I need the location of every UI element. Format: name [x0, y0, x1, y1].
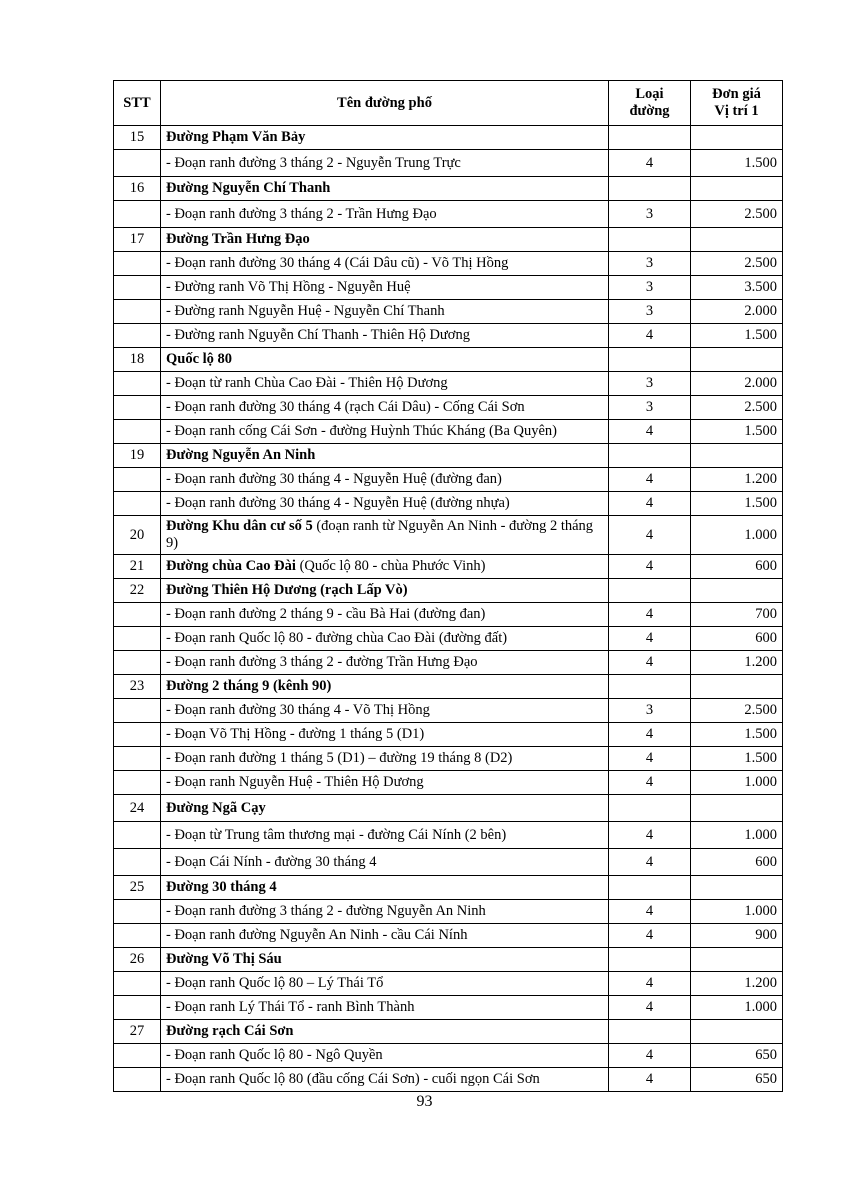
street-name-text: - Đoạn từ ranh Chùa Cao Đài - Thiên Hộ Dương — [166, 375, 448, 391]
cell-road-type: 4 — [609, 468, 691, 492]
street-name-detail: (đoạn ranh từ Nguyễn An Ninh - đường 2 tháng 9) — [166, 518, 594, 551]
cell-unit-price: 1.000 — [691, 771, 783, 795]
cell-stt — [114, 492, 161, 516]
cell-road-type: 3 — [609, 201, 691, 228]
cell-street-name — [161, 228, 609, 252]
cell-unit-price — [691, 948, 783, 972]
table-row-segment — [114, 651, 783, 675]
table-row-street — [114, 876, 783, 900]
cell-road-type: 4 — [609, 516, 691, 555]
cell-unit-price: 2.500 — [691, 201, 783, 228]
cell-road-type: 4 — [609, 492, 691, 516]
cell-street-name — [161, 747, 609, 771]
cell-road-type: 3 — [609, 396, 691, 420]
cell-stt — [114, 603, 161, 627]
cell-road-type — [609, 444, 691, 468]
cell-road-type: 4 — [609, 651, 691, 675]
cell-road-type — [609, 348, 691, 372]
cell-unit-price: 3.500 — [691, 276, 783, 300]
land-price-table — [113, 80, 783, 1092]
street-name-text: Đường Thiên Hộ Dương (rạch Lấp Vò) — [166, 582, 408, 598]
table-row-segment — [114, 420, 783, 444]
table-row-segment — [114, 723, 783, 747]
cell-stt — [114, 627, 161, 651]
cell-unit-price: 650 — [691, 1044, 783, 1068]
cell-road-type: 4 — [609, 603, 691, 627]
street-name-text: Đường Khu dân cư số 5 — [166, 518, 313, 534]
street-name-text: - Đoạn ranh cống Cái Sơn - đường Huỳnh Thúc Kháng (Ba Quyên) — [166, 423, 557, 439]
cell-unit-price: 1.000 — [691, 996, 783, 1020]
cell-stt: 24 — [114, 795, 161, 822]
cell-unit-price: 1.500 — [691, 723, 783, 747]
cell-unit-price: 1.200 — [691, 651, 783, 675]
cell-stt — [114, 747, 161, 771]
cell-road-type: 3 — [609, 300, 691, 324]
table-row-segment — [114, 1068, 783, 1092]
street-name-text: - Đoạn ranh đường 30 tháng 4 (Cái Dâu cũ) - Võ Thị Hồng — [166, 255, 509, 271]
cell-road-type: 4 — [609, 822, 691, 849]
table-row-segment — [114, 201, 783, 228]
cell-road-type: 4 — [609, 324, 691, 348]
table-row-segment — [114, 252, 783, 276]
cell-road-type — [609, 948, 691, 972]
cell-road-type — [609, 228, 691, 252]
street-name-text: Đường Ngã Cạy — [166, 799, 266, 816]
table-row-street — [114, 444, 783, 468]
cell-stt — [114, 324, 161, 348]
table-row-segment — [114, 603, 783, 627]
street-name-text: - Đường ranh Võ Thị Hồng - Nguyễn Huệ — [166, 279, 411, 295]
cell-street-name — [161, 900, 609, 924]
cell-street-name — [161, 300, 609, 324]
cell-stt: 22 — [114, 579, 161, 603]
street-name-detail: (Quốc lộ 80 - chùa Phước Vinh) — [295, 558, 486, 574]
street-name-text: - Đoạn ranh đường 2 tháng 9 - cầu Bà Hai (đường đan) — [166, 606, 486, 622]
cell-stt: 20 — [114, 516, 161, 555]
header-unit-price-line1: Đơn giá — [712, 86, 761, 102]
cell-street-name — [161, 948, 609, 972]
table-row-segment — [114, 771, 783, 795]
cell-street-name — [161, 324, 609, 348]
cell-road-type — [609, 675, 691, 699]
table-row-street — [114, 579, 783, 603]
cell-street-name — [161, 201, 609, 228]
street-name-text: - Đoạn ranh đường 30 tháng 4 (rạch Cái Dâu) - Cống Cái Sơn — [166, 399, 525, 415]
cell-unit-price: 1.500 — [691, 492, 783, 516]
table-row-street — [114, 1020, 783, 1044]
cell-unit-price — [691, 177, 783, 201]
cell-street-name — [161, 276, 609, 300]
table-row-segment — [114, 900, 783, 924]
street-name-text: - Đoạn ranh Quốc lộ 80 - Ngô Quyền — [166, 1047, 383, 1063]
cell-road-type — [609, 1020, 691, 1044]
cell-street-name — [161, 699, 609, 723]
table-row-street — [114, 675, 783, 699]
cell-unit-price: 1.200 — [691, 972, 783, 996]
cell-stt — [114, 651, 161, 675]
cell-unit-price — [691, 126, 783, 150]
table-row-street — [114, 555, 783, 579]
cell-road-type: 4 — [609, 771, 691, 795]
cell-street-name — [161, 1068, 609, 1092]
cell-road-type: 4 — [609, 747, 691, 771]
cell-road-type — [609, 795, 691, 822]
street-name-text: - Đoạn ranh đường 30 tháng 4 - Nguyễn Huệ (đường đan) — [166, 471, 502, 487]
cell-street-name — [161, 972, 609, 996]
street-name-text: - Đoạn ranh đường 3 tháng 2 - đường Nguyễn An Ninh — [166, 903, 486, 919]
cell-street-name — [161, 1020, 609, 1044]
header-stt: STT — [114, 81, 161, 126]
cell-unit-price: 1.000 — [691, 900, 783, 924]
table-row-segment — [114, 372, 783, 396]
header-unit-price-line2: Vị trí 1 — [714, 103, 759, 119]
cell-street-name — [161, 126, 609, 150]
cell-stt — [114, 150, 161, 177]
header-street-name: Tên đường phố — [161, 81, 609, 126]
cell-street-name — [161, 822, 609, 849]
street-name-text: Đường chùa Cao Đài — [166, 558, 296, 574]
cell-stt — [114, 924, 161, 948]
cell-stt — [114, 972, 161, 996]
street-name-text: Đường Nguyễn Chí Thanh — [166, 180, 331, 196]
cell-unit-price: 2.000 — [691, 300, 783, 324]
cell-street-name — [161, 876, 609, 900]
cell-stt: 19 — [114, 444, 161, 468]
cell-road-type — [609, 876, 691, 900]
cell-road-type: 4 — [609, 150, 691, 177]
cell-stt — [114, 396, 161, 420]
cell-street-name — [161, 555, 609, 579]
cell-road-type: 4 — [609, 849, 691, 876]
cell-stt — [114, 1044, 161, 1068]
street-name-text: - Đường ranh Nguyễn Huệ - Nguyễn Chí Thanh — [166, 303, 445, 319]
street-name-text: - Đoạn ranh Quốc lộ 80 - đường chùa Cao Đài (đường đất) — [166, 630, 508, 646]
cell-road-type: 4 — [609, 1044, 691, 1068]
table-row-street — [114, 228, 783, 252]
cell-stt — [114, 420, 161, 444]
street-name-text: Đường Nguyễn An Ninh — [166, 447, 316, 463]
cell-road-type: 4 — [609, 627, 691, 651]
cell-unit-price: 1.000 — [691, 516, 783, 555]
street-name-text: Đường Trần Hưng Đạo — [166, 231, 310, 247]
cell-stt — [114, 300, 161, 324]
table-row-segment — [114, 276, 783, 300]
cell-street-name — [161, 996, 609, 1020]
table-row-segment — [114, 924, 783, 948]
street-name-text: - Đoạn ranh Nguyễn Huệ - Thiên Hộ Dương — [166, 774, 424, 790]
cell-street-name — [161, 1044, 609, 1068]
street-name-text: Đường Phạm Văn Bảy — [166, 129, 306, 145]
cell-stt — [114, 822, 161, 849]
cell-road-type: 4 — [609, 924, 691, 948]
cell-stt — [114, 771, 161, 795]
cell-road-type: 4 — [609, 996, 691, 1020]
cell-street-name — [161, 444, 609, 468]
street-name-text: - Đoạn ranh đường 3 tháng 2 - Nguyễn Trung Trực — [166, 154, 461, 171]
cell-stt: 27 — [114, 1020, 161, 1044]
cell-unit-price: 2.000 — [691, 372, 783, 396]
table-row-street — [114, 126, 783, 150]
cell-road-type: 4 — [609, 1068, 691, 1092]
street-name-text: - Đường ranh Nguyễn Chí Thanh - Thiên Hộ Dương — [166, 327, 470, 343]
table-row-street — [114, 348, 783, 372]
street-name-text: Quốc lộ 80 — [166, 351, 233, 367]
cell-road-type: 3 — [609, 372, 691, 396]
cell-street-name — [161, 723, 609, 747]
table-row-segment — [114, 822, 783, 849]
table-row-segment — [114, 492, 783, 516]
cell-street-name — [161, 771, 609, 795]
cell-unit-price: 2.500 — [691, 699, 783, 723]
cell-stt — [114, 849, 161, 876]
cell-stt — [114, 900, 161, 924]
cell-stt — [114, 699, 161, 723]
table-row-segment — [114, 972, 783, 996]
cell-stt: 23 — [114, 675, 161, 699]
cell-unit-price: 2.500 — [691, 252, 783, 276]
cell-stt — [114, 252, 161, 276]
table-row-street — [114, 795, 783, 822]
cell-unit-price: 650 — [691, 1068, 783, 1092]
cell-street-name — [161, 348, 609, 372]
table-row-segment — [114, 849, 783, 876]
cell-unit-price: 1.000 — [691, 822, 783, 849]
cell-stt — [114, 996, 161, 1020]
cell-stt — [114, 1068, 161, 1092]
cell-road-type: 4 — [609, 972, 691, 996]
street-name-text: - Đoạn Cái Nính - đường 30 tháng 4 — [166, 853, 377, 870]
cell-road-type: 3 — [609, 276, 691, 300]
header-road-type-line2: đường — [629, 103, 670, 119]
cell-stt: 16 — [114, 177, 161, 201]
street-name-text: Đường rạch Cái Sơn — [166, 1023, 294, 1039]
table-row-street — [114, 516, 783, 555]
cell-stt: 25 — [114, 876, 161, 900]
cell-unit-price: 1.500 — [691, 747, 783, 771]
table-row-segment — [114, 300, 783, 324]
cell-street-name — [161, 924, 609, 948]
cell-road-type: 4 — [609, 723, 691, 747]
cell-unit-price: 600 — [691, 849, 783, 876]
cell-unit-price: 600 — [691, 555, 783, 579]
cell-road-type — [609, 177, 691, 201]
cell-unit-price: 1.200 — [691, 468, 783, 492]
header-road-type — [609, 81, 691, 126]
table-row-segment — [114, 996, 783, 1020]
cell-road-type: 3 — [609, 699, 691, 723]
cell-road-type: 4 — [609, 900, 691, 924]
table-row-segment — [114, 396, 783, 420]
street-name-text: - Đoạn ranh đường 3 tháng 2 - Trần Hưng Đạo — [166, 205, 437, 222]
cell-road-type: 4 — [609, 555, 691, 579]
cell-unit-price: 1.500 — [691, 420, 783, 444]
cell-stt: 17 — [114, 228, 161, 252]
cell-stt — [114, 201, 161, 228]
street-name-text: - Đoạn ranh Quốc lộ 80 (đầu cống Cái Sơn) - cuối ngọn Cái Sơn — [166, 1071, 540, 1087]
street-name-text: - Đoạn ranh đường 30 tháng 4 - Võ Thị Hồng — [166, 702, 430, 718]
street-name-text: - Đoạn ranh Lý Thái Tổ - ranh Bình Thành — [166, 999, 415, 1015]
cell-unit-price — [691, 795, 783, 822]
cell-street-name — [161, 177, 609, 201]
header-road-type-line1: Loại — [635, 86, 664, 102]
cell-unit-price — [691, 228, 783, 252]
cell-street-name — [161, 603, 609, 627]
table-row-segment — [114, 699, 783, 723]
cell-unit-price: 1.500 — [691, 150, 783, 177]
street-name-text: Đường Võ Thị Sáu — [166, 951, 282, 967]
cell-street-name — [161, 492, 609, 516]
street-name-text: - Đoạn ranh đường 3 tháng 2 - đường Trần Hưng Đạo — [166, 654, 478, 670]
cell-street-name — [161, 516, 609, 555]
cell-stt — [114, 372, 161, 396]
cell-unit-price — [691, 675, 783, 699]
cell-street-name — [161, 468, 609, 492]
cell-unit-price — [691, 1020, 783, 1044]
cell-street-name — [161, 396, 609, 420]
cell-street-name — [161, 150, 609, 177]
cell-stt: 26 — [114, 948, 161, 972]
table-header-row — [114, 81, 783, 126]
cell-unit-price — [691, 444, 783, 468]
cell-street-name — [161, 372, 609, 396]
cell-unit-price: 2.500 — [691, 396, 783, 420]
cell-stt — [114, 468, 161, 492]
cell-road-type — [609, 126, 691, 150]
page-number: 93 — [416, 1093, 433, 1110]
cell-road-type: 4 — [609, 420, 691, 444]
cell-stt: 15 — [114, 126, 161, 150]
cell-unit-price: 1.500 — [691, 324, 783, 348]
table-row-segment — [114, 468, 783, 492]
cell-street-name — [161, 420, 609, 444]
cell-street-name — [161, 849, 609, 876]
cell-unit-price: 600 — [691, 627, 783, 651]
cell-unit-price: 900 — [691, 924, 783, 948]
cell-street-name — [161, 795, 609, 822]
street-name-text: - Đoạn ranh Quốc lộ 80 – Lý Thái Tổ — [166, 975, 384, 991]
table-row-segment — [114, 627, 783, 651]
street-name-text: - Đoạn Võ Thị Hồng - đường 1 tháng 5 (D1) — [166, 726, 425, 742]
cell-street-name — [161, 627, 609, 651]
table-row-street — [114, 177, 783, 201]
cell-street-name — [161, 651, 609, 675]
cell-street-name — [161, 252, 609, 276]
cell-unit-price — [691, 579, 783, 603]
cell-stt — [114, 723, 161, 747]
cell-unit-price — [691, 348, 783, 372]
cell-stt: 21 — [114, 555, 161, 579]
table-row-street — [114, 948, 783, 972]
table-body — [114, 126, 783, 1092]
cell-road-type — [609, 579, 691, 603]
table-row-segment — [114, 747, 783, 771]
cell-unit-price: 700 — [691, 603, 783, 627]
cell-road-type: 3 — [609, 252, 691, 276]
cell-street-name — [161, 579, 609, 603]
street-name-text: Đường 30 tháng 4 — [166, 879, 277, 895]
street-name-text: - Đoạn từ Trung tâm thương mại - đường Cái Nính (2 bên) — [166, 826, 507, 843]
street-name-text: Đường 2 tháng 9 (kênh 90) — [166, 678, 332, 694]
street-name-text: - Đoạn ranh đường Nguyễn An Ninh - cầu Cái Nính — [166, 927, 468, 943]
cell-stt: 18 — [114, 348, 161, 372]
header-unit-price — [691, 81, 783, 126]
table-row-segment — [114, 150, 783, 177]
cell-street-name — [161, 675, 609, 699]
cell-stt — [114, 276, 161, 300]
street-name-text: - Đoạn ranh đường 1 tháng 5 (D1) – đường 19 tháng 8 (D2) — [166, 750, 513, 766]
table-row-segment — [114, 1044, 783, 1068]
cell-unit-price — [691, 876, 783, 900]
street-name-text: - Đoạn ranh đường 30 tháng 4 - Nguyễn Huệ (đường nhựa) — [166, 495, 510, 511]
table-row-segment — [114, 324, 783, 348]
